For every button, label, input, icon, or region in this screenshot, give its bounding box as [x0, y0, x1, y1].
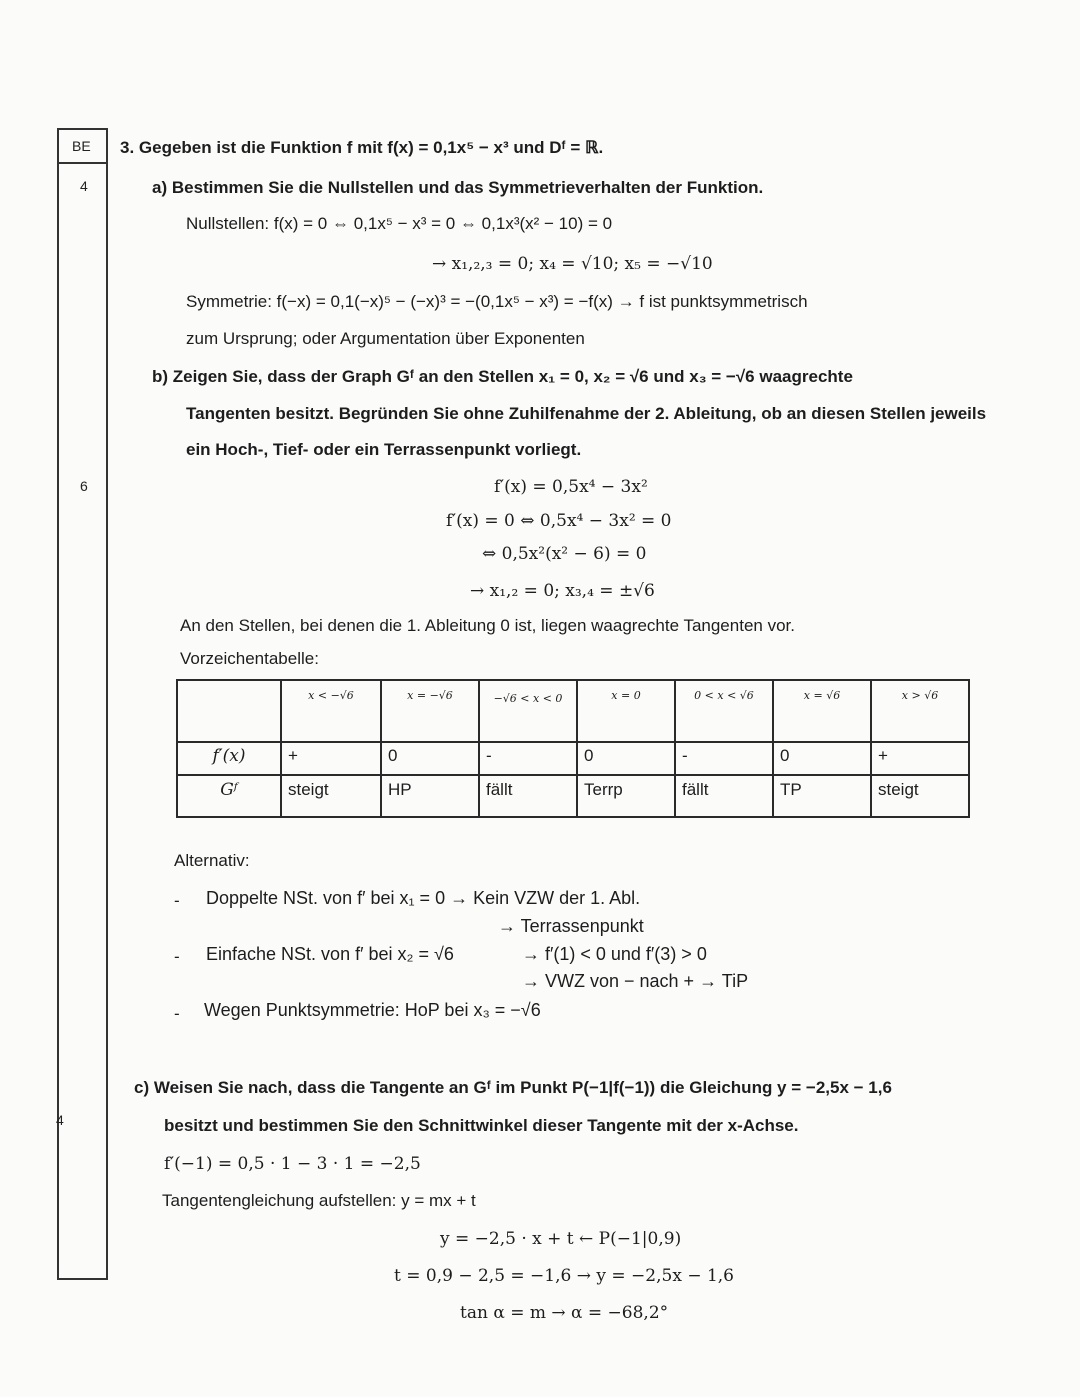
tangent-note: An den Stellen, bei denen die 1. Ableitung 0 ist, liegen waagrechte Tangenten vor. — [180, 616, 795, 635]
alternative-2-line1a: Einfache NSt. von f′ bei x₂ = √6 — [206, 944, 454, 964]
be-column-bottom-border — [57, 1278, 108, 1280]
sign-table-header-cell: x = −√6 — [381, 680, 479, 742]
sign-table-header-row — [177, 680, 969, 742]
part-a-symmetry-line2: zum Ursprung; oder Argumentation über Exponenten — [186, 329, 585, 348]
sign-table-header-cell: x < −√6 — [281, 680, 381, 742]
be-column-left-border — [57, 128, 59, 1280]
sign-table-header-cell: x = 0 — [577, 680, 675, 742]
be-points-c: 4 — [56, 1112, 64, 1128]
sign-table-header-cell: x > √6 — [871, 680, 969, 742]
derivative-line1: f′(x) = 0,5x⁴ − 3x² — [494, 477, 648, 497]
sign-table-cell: + — [281, 742, 381, 775]
be-header: BE — [72, 138, 91, 154]
part-b-prompt-line2-end: Zuhilfenahme der 2. Ableitung, ob an diesen Stellen jeweils — [504, 404, 987, 423]
sign-table-cell: 0 — [773, 742, 871, 775]
sign-table-cell: Terrp — [577, 775, 675, 817]
sign-table-row-label: Gᶠ — [177, 775, 281, 817]
sign-table-cell: + — [871, 742, 969, 775]
sign-table-graph-row — [177, 775, 969, 817]
sign-table-cell: steigt — [871, 775, 969, 817]
alternative-bullet-3: - — [174, 1004, 180, 1023]
alternative-bullet-1: - — [174, 891, 180, 910]
be-header-divider — [57, 162, 108, 164]
part-a-zeros-line1: Nullstellen: f(x) = 0 ⇔ 0,1x⁵ − x³ = 0 ⇔ 0,1x³(x² − 10) = 0 — [186, 214, 613, 233]
alternative-1-line1: Doppelte NSt. von f′ bei x₁ = 0 → Kein VZW der 1. Abl. — [206, 888, 641, 908]
sign-table-cell: fällt — [675, 775, 773, 817]
alternative-bullet-2: - — [174, 947, 180, 966]
sign-table — [176, 679, 970, 818]
sign-table-cell: 0 — [381, 742, 479, 775]
part-b-prompt-emphasis: ohne — [463, 404, 504, 423]
be-points-a: 4 — [80, 178, 88, 194]
alternative-3: Wegen Punktsymmetrie: HoP bei x₃ = −√6 — [204, 1000, 541, 1020]
part-b-prompt-line2-start: Tangenten besitzt. Begründen Sie — [186, 404, 464, 423]
part-a-zeros-line2: → x₁,₂,₃ = 0; x₄ = √10; x₅ = −√10 — [432, 254, 713, 274]
alternative-label: Alternativ: — [174, 851, 250, 870]
sign-table-cell: HP — [381, 775, 479, 817]
sign-table-cell: steigt — [281, 775, 381, 817]
part-c-prompt-line1: c) Weisen Sie nach, dass die Tangente an Gᶠ im Punkt P(−1|f(−1)) die Gleichung y = −2,5x − 1,6 — [134, 1078, 892, 1097]
sign-table-cell: - — [479, 742, 577, 775]
sign-table-cell: - — [675, 742, 773, 775]
sign-table-cell: TP — [773, 775, 871, 817]
sign-table-fprime-row — [177, 742, 969, 775]
part-a-symmetry-line1: Symmetrie: f(−x) = 0,1(−x)⁵ − (−x)³ = −(0,1x⁵ − x³) = −f(x) → f ist punktsymmetrisch — [186, 292, 808, 311]
sign-table-header-cell: −√6 < x < 0 — [479, 680, 577, 742]
part-c-calc4: t = 0,9 − 2,5 = −1,6 → y = −2,5x − 1,6 — [394, 1266, 734, 1286]
alternative-1-line2: → Terrassenpunkt — [498, 916, 644, 936]
part-b-prompt-line2 — [186, 404, 986, 424]
be-column-right-border — [106, 128, 108, 1280]
sign-table-header-cell: x = √6 — [773, 680, 871, 742]
be-column-top-border — [57, 128, 108, 130]
part-c-calc1: f′(−1) = 0,5 · 1 − 3 · 1 = −2,5 — [164, 1154, 421, 1174]
part-c-prompt-line2: besitzt und bestimmen Sie den Schnittwinkel dieser Tangente mit der x-Achse. — [164, 1116, 799, 1135]
sign-table-row-label: f′(x) — [177, 742, 281, 775]
part-b-prompt-line1: b) Zeigen Sie, dass der Graph Gᶠ an den Stellen x₁ = 0, x₂ = √6 und x₃ = −√6 waagrechte — [152, 367, 853, 386]
part-c-calc2: Tangentengleichung aufstellen: y = mx + t — [162, 1191, 476, 1210]
sign-table-cell: fällt — [479, 775, 577, 817]
alternative-2-line2: → VWZ von − nach + → TiP — [522, 971, 749, 991]
derivative-line3: ⇔ 0,5x²(x² − 6) = 0 — [482, 544, 647, 564]
derivative-line2: f′(x) = 0 ⇔ 0,5x⁴ − 3x² = 0 — [446, 511, 672, 531]
part-c-calc3: y = −2,5 · x + t ← P(−1|0,9) — [440, 1229, 682, 1249]
sign-table-cell: 0 — [577, 742, 675, 775]
sign-table-header-cell: 0 < x < √6 — [675, 680, 773, 742]
part-c-calc5: tan α = m → α = −68,2° — [460, 1303, 669, 1323]
part-b-prompt-line3: ein Hoch-, Tief- oder ein Terrassenpunkt vorliegt. — [186, 440, 582, 459]
part-a-prompt: a) Bestimmen Sie die Nullstellen und das Symmetrieverhalten der Funktion. — [152, 178, 764, 197]
alternative-2-line1b: → f′(1) < 0 und f′(3) > 0 — [522, 944, 707, 964]
be-points-b: 6 — [80, 478, 88, 494]
sign-table-label: Vorzeichentabelle: — [180, 649, 319, 668]
task-title: 3. Gegeben ist die Funktion f mit f(x) = 0,1x⁵ − x³ und Dᶠ = ℝ. — [120, 138, 604, 157]
derivative-line4: → x₁,₂ = 0; x₃,₄ = ±√6 — [470, 581, 655, 601]
sign-table-header-cell — [177, 680, 281, 742]
